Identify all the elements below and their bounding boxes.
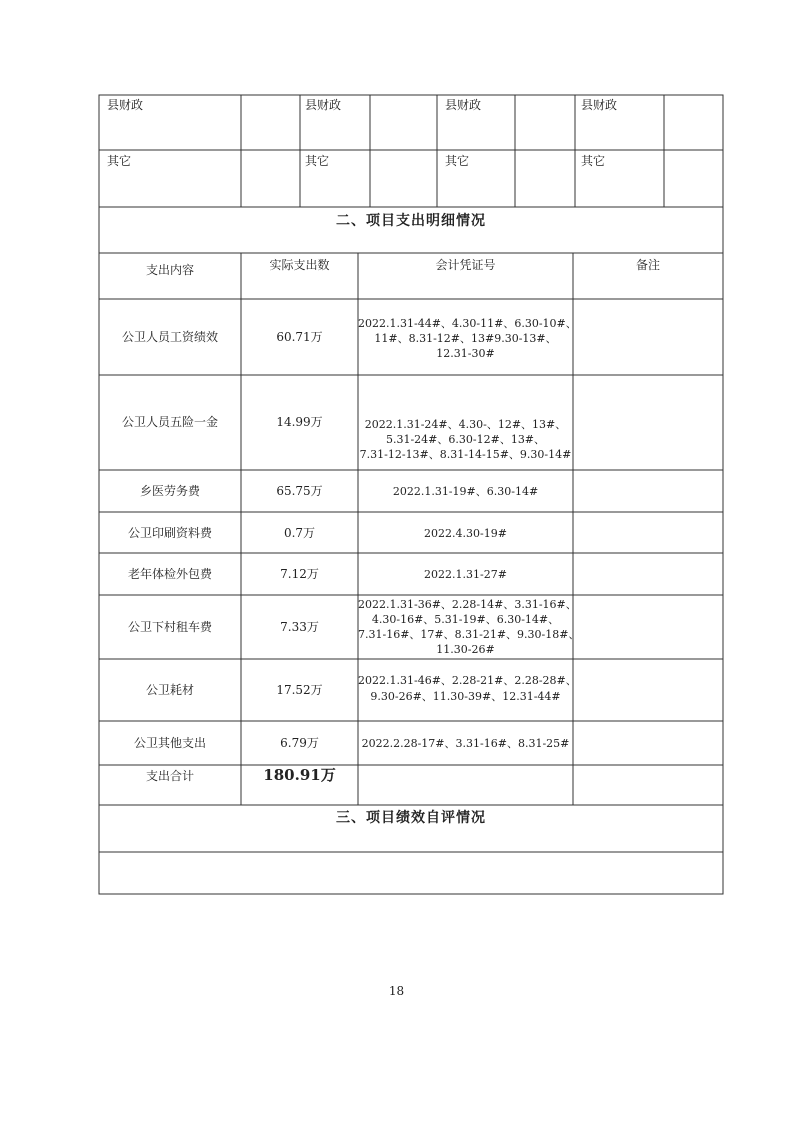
column-header: 实际支出数 [269, 258, 330, 272]
funding-source-cell: 县财政 [581, 98, 618, 112]
expense-item: 乡医劳务费 [139, 484, 200, 498]
total-label: 支出合计 [145, 769, 194, 783]
expense-amount: 17.52万 [276, 683, 323, 697]
expense-amount: 7.33万 [280, 620, 319, 634]
voucher-line: 2022.1.31-36#、2.28-14#、3.31-16#、 [358, 598, 577, 611]
expense-item: 老年体检外包费 [127, 567, 212, 581]
funding-source-cell: 其它 [581, 154, 606, 168]
funding-source-cell: 县财政 [445, 98, 482, 112]
expense-item: 公卫其他支出 [133, 736, 206, 750]
column-header: 支出内容 [145, 263, 194, 277]
funding-source-cell: 其它 [305, 154, 330, 168]
voucher-line: 2022.4.30-19# [424, 527, 507, 540]
voucher-line: 12.31-30# [436, 347, 495, 360]
page-number: 18 [388, 984, 405, 998]
expense-amount: 14.99万 [276, 415, 323, 429]
expense-amount: 65.75万 [276, 484, 323, 498]
expense-amount: 6.79万 [280, 736, 319, 750]
funding-source-cell: 其它 [445, 154, 470, 168]
expense-item: 公卫印刷资料费 [127, 526, 212, 540]
voucher-line: 7.31-12-13#、8.31-14-15#、9.30-14# [359, 448, 572, 461]
voucher-line: 2022.1.31-24#、4.30-、12#、13#、 [364, 418, 567, 431]
voucher-line: 2022.2.28-17#、3.31-16#、8.31-25# [361, 737, 570, 750]
voucher-line: 5.31-24#、6.30-12#、13#、 [385, 433, 546, 446]
expense-item: 公卫人员五险一金 [121, 415, 218, 429]
voucher-line: 7.31-16#、17#、8.31-21#、9.30-18#、 [358, 628, 580, 641]
voucher-line: 11.30-26# [436, 643, 495, 656]
section-title: 二、项目支出明细情况 [336, 213, 486, 229]
funding-source-cell: 县财政 [107, 98, 144, 112]
voucher-line: 9.30-26#、11.30-39#、12.31-44# [370, 690, 561, 703]
voucher-line: 11#、8.31-12#、13#9.30-13#、 [374, 332, 557, 345]
funding-source-cell: 其它 [107, 154, 132, 168]
voucher-line: 4.30-16#、5.31-19#、6.30-14#、 [371, 613, 560, 626]
voucher-line: 2022.1.31-44#、4.30-11#、6.30-10#、 [358, 317, 577, 330]
column-header: 会计凭证号 [435, 258, 496, 272]
expense-amount: 0.7万 [283, 526, 316, 540]
total-amount: 180.91万 [263, 766, 336, 784]
expense-amount: 7.12万 [280, 567, 319, 581]
expense-amount: 60.71万 [276, 330, 323, 344]
voucher-line: 2022.1.31-46#、2.28-21#、2.28-28#、 [358, 674, 577, 687]
column-header: 备注 [635, 258, 660, 272]
expense-item: 公卫耗材 [145, 683, 194, 697]
funding-source-cell: 县财政 [305, 98, 342, 112]
voucher-line: 2022.1.31-19#、6.30-14# [392, 485, 539, 498]
expense-item: 公卫人员工资绩效 [121, 330, 218, 344]
section-title: 三、项目绩效自评情况 [336, 810, 486, 826]
expense-item: 公卫下村租车费 [127, 620, 212, 634]
voucher-line: 2022.1.31-27# [424, 568, 507, 581]
